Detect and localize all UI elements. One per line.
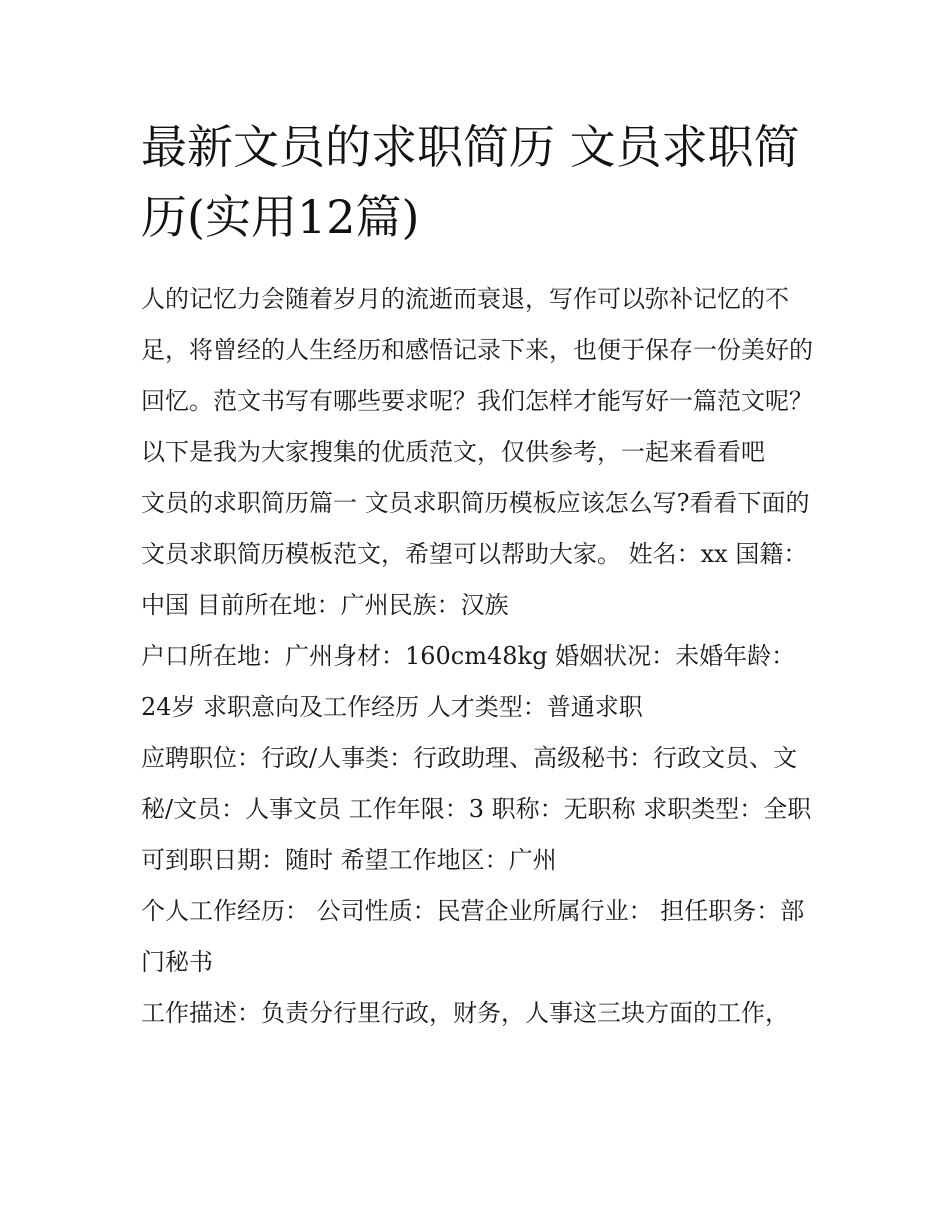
resume-basic-info-paragraph: 文员的求职简历篇一 文员求职简历模板应该怎么写?看看下面的文员求职简历模板范文，希望可以帮助大家。 姓名：xx 国籍：中国 目前所在地：广州民族：汉族 <box>141 489 810 619</box>
work-experience-paragraph: 个人工作经历： 公司性质：民营企业所属行业： 担任职务：部门秘书 <box>141 897 805 976</box>
document-body <box>141 112 813 1039</box>
document-title: 最新文员的求职简历 文员求职简历(实用12篇) <box>141 120 800 244</box>
job-intention-paragraph: 应聘职位：行政/人事类：行政助理、高级秘书：行政文员、文秘/文员：人事文员 工作年限：3 职称：无职称 求职类型：全职可到职日期：随时 希望工作地区：广州 <box>141 744 812 874</box>
resume-personal-info-paragraph: 户口所在地：广州身材：160cm48kg 婚姻状况：未婚年龄：24岁 求职意向及工作经历 人才类型：普通求职 <box>141 642 796 721</box>
job-description-paragraph: 工作描述：负责分行里行政，财务，人事这三块方面的工作， <box>141 999 789 1027</box>
intro-paragraph: 人的记忆力会随着岁月的流逝而衰退，写作可以弥补记忆的不足，将曾经的人生经历和感悟记录下来，也便于保存一份美好的回忆。范文书写有哪些要求呢？我们怎样才能写好一篇范文呢？以下是我为大家搜集的优质范文，仅供参考，一起来看看吧 <box>141 285 813 466</box>
